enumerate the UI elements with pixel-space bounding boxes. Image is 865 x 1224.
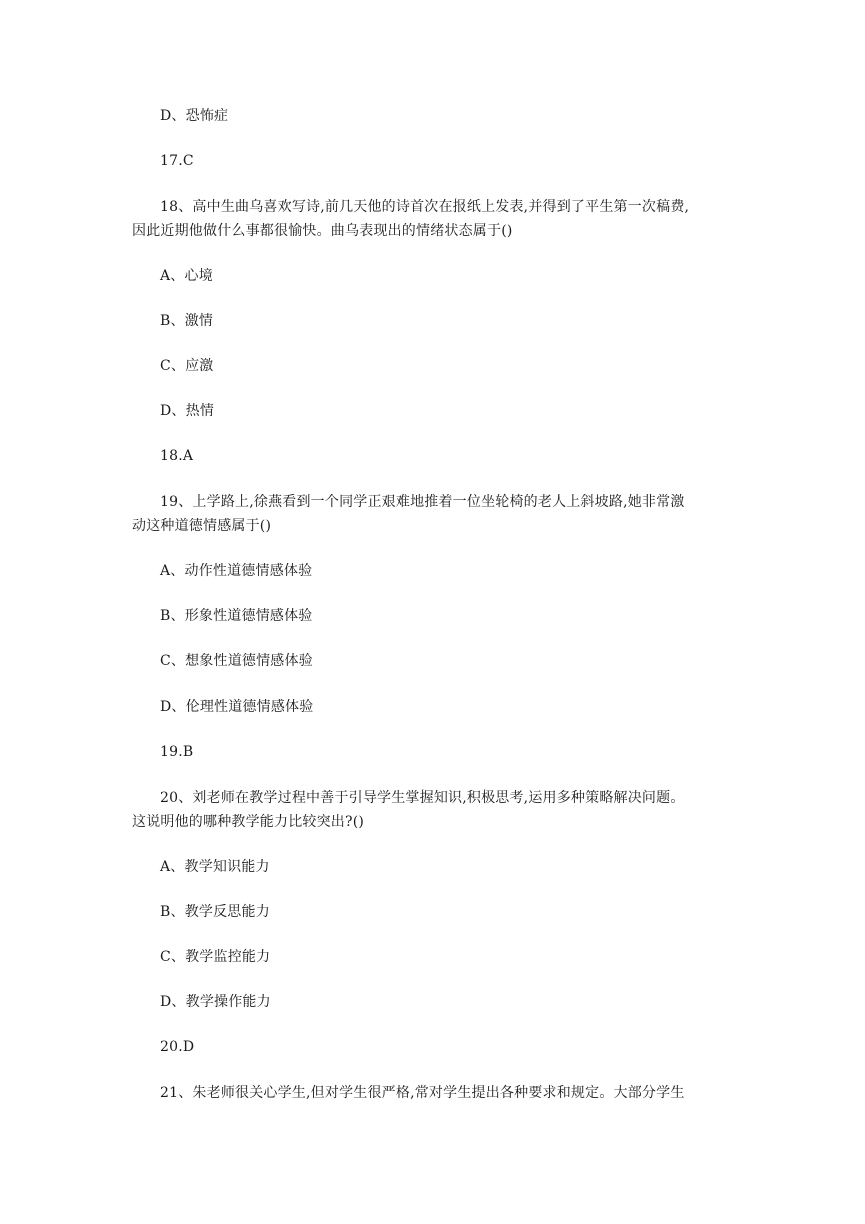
q18-option-c: C、应激 [160, 358, 214, 374]
q19-option-a: A、动作性道德情感体验 [160, 563, 313, 579]
q18-option-a: A、心境 [160, 268, 213, 284]
q20-question-line2: 这说明他的哪种教学能力比较突出?() [132, 814, 365, 830]
q17-answer: 17.C [160, 153, 194, 169]
q18-question-line1: 18、高中生曲乌喜欢写诗,前几天他的诗首次在报纸上发表,并得到了平生第一次稿费, [160, 199, 690, 215]
q18-answer: 18.A [160, 448, 194, 464]
q20-option-a: A、教学知识能力 [160, 859, 270, 875]
q18-question-line2: 因此近期他做什么事都很愉快。曲乌表现出的情绪状态属于() [132, 223, 513, 239]
q19-question-line2: 动这种道德情感属于() [132, 518, 272, 534]
q17-option-d: D、恐怖症 [160, 108, 229, 124]
q19-answer: 19.B [160, 744, 194, 760]
q21-question-line1: 21、朱老师很关心学生,但对学生很严格,常对学生提出各种要求和规定。大部分学生 [160, 1085, 685, 1101]
q18-option-b: B、激情 [160, 313, 214, 329]
q20-option-c: C、教学监控能力 [160, 949, 271, 965]
q19-option-b: B、形象性道德情感体验 [160, 608, 313, 624]
q20-option-b: B、教学反思能力 [160, 904, 270, 920]
q19-option-c: C、想象性道德情感体验 [160, 653, 313, 669]
q19-question-line1: 19、上学路上,徐燕看到一个同学正艰难地推着一位坐轮椅的老人上斜坡路,她非常激 [160, 494, 685, 510]
q19-option-d: D、伦理性道德情感体验 [160, 699, 314, 715]
q20-answer: 20.D [160, 1039, 195, 1055]
q20-question-line1: 20、刘老师在教学过程中善于引导学生掌握知识,积极思考,运用多种策略解决问题。 [160, 790, 685, 806]
q20-option-d: D、教学操作能力 [160, 994, 271, 1010]
q18-option-d: D、热情 [160, 403, 215, 419]
